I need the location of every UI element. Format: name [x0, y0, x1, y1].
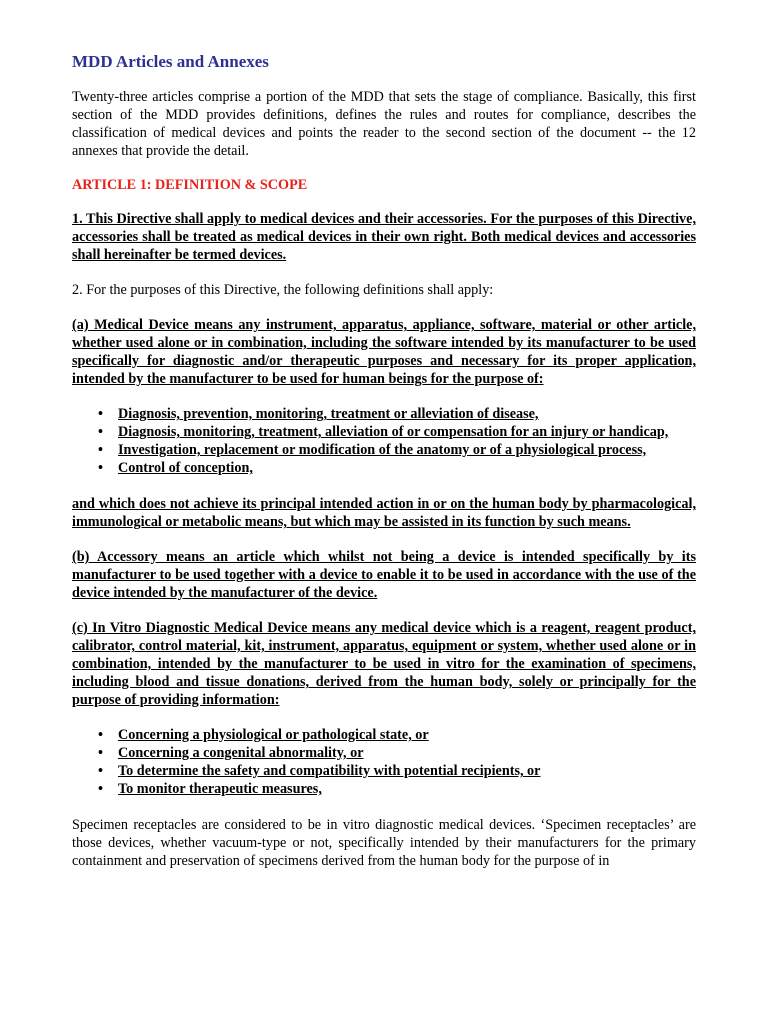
definition-b-accessory: (b) Accessory means an article which whilst not being a device is intended specifically by its manufacturer to be used together with a device to enable it to be used in accordance with the use of the device intended by the manufacturer of the device. [72, 549, 696, 601]
definition-a-medical-device: (a) Medical Device means any instrument, apparatus, appliance, software, material or other article, whether used alone or in combination, including the software intended by its manufacturer to be used specifically for diagnostic and/or therapeutic purposes and necessary for its proper application, intended by the manufacturer to be used for human beings for the purpose of: [72, 317, 696, 387]
definition-a-purpose-list [72, 405, 696, 477]
page-title: MDD Articles and Annexes [72, 52, 269, 71]
list-item: • Concerning a congenital abnormality, or [118, 744, 696, 762]
definition-a-continuation: and which does not achieve its principal intended action in or on the human body by pharmacological, immunological or metabolic means, but which may be assisted in its function by such means. [72, 496, 696, 530]
list-item: • Concerning a physiological or pathological state, or [118, 726, 696, 744]
specimen-receptacles-paragraph: Specimen receptacles are considered to be in vitro diagnostic medical devices. ‘Specimen receptacles’ are those devices, whether vacuum-type or not, specifically intended by their manufacturers for the primary containment and preservation of specimens derived from the human body for the purpose of in [72, 817, 696, 869]
list-item: • Control of conception, [118, 459, 696, 477]
article-1-paragraph-1: 1. This Directive shall apply to medical devices and their accessories. For the purposes of this Directive, accessories shall be treated as medical devices in their own right. Both medical devices and accessories shall hereinafter be termed devices. [72, 211, 696, 263]
list-item: • Investigation, replacement or modification of the anatomy or of a physiological process, [118, 441, 696, 459]
list-item: • To determine the safety and compatibility with potential recipients, or [118, 762, 696, 780]
definition-c-purpose-list [72, 726, 696, 798]
definition-c-in-vitro-device: (c) In Vitro Diagnostic Medical Device means any medical device which is a reagent, reagent product, calibrator, control material, kit, instrument, apparatus, equipment or system, whether used alone or in combination, intended by the manufacturer to be used in vitro for the examination of specimens, including blood and tissue donations, derived from the human body, solely or principally for the purpose of providing information: [72, 620, 696, 708]
intro-paragraph: Twenty-three articles comprise a portion of the MDD that sets the stage of compliance. Basically, this first section of the MDD provides definitions, defines the rules and routes for compliance, describes the classification of medical devices and points the reader to the second section of the document -- the 12 annexes that provide the detail. [72, 89, 696, 159]
article-1-paragraph-2: 2. For the purposes of this Directive, the following definitions shall apply: [72, 282, 494, 298]
list-item: • Diagnosis, prevention, monitoring, treatment or alleviation of disease, [118, 405, 696, 423]
article-1-heading: ARTICLE 1: DEFINITION & SCOPE [72, 177, 308, 193]
list-item: • To monitor therapeutic measures, [118, 780, 696, 798]
list-item: • Diagnosis, monitoring, treatment, alleviation of or compensation for an injury or handicap, [118, 423, 696, 441]
